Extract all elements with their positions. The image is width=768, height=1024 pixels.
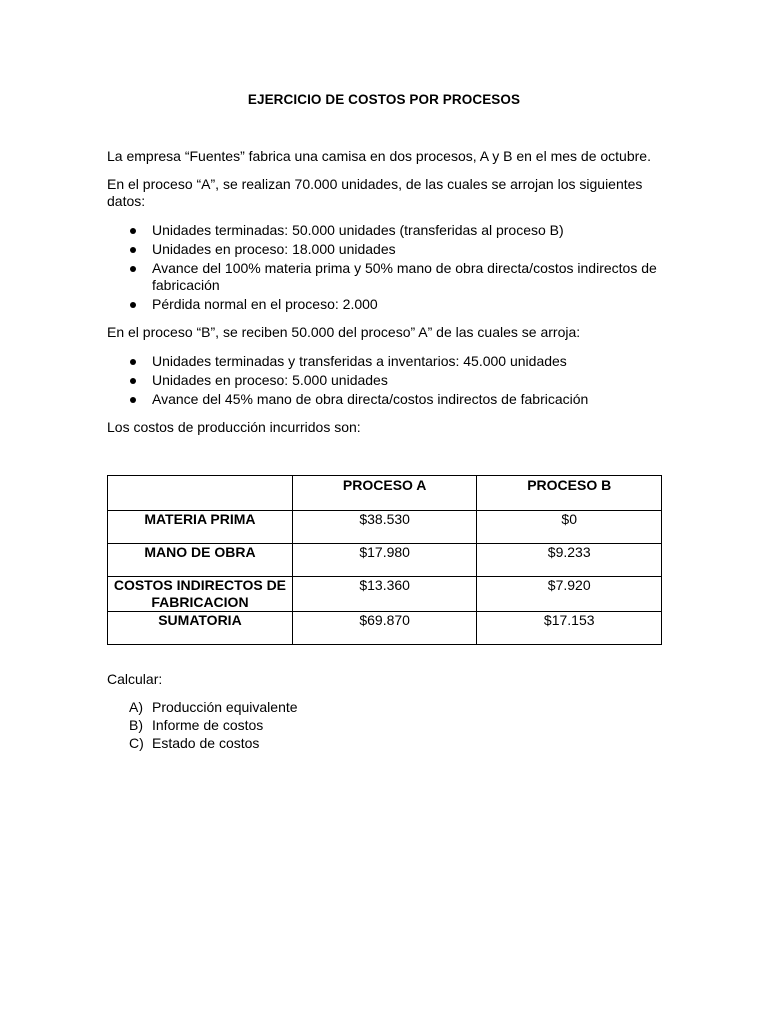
table-header-proceso-b: PROCESO B	[477, 476, 662, 511]
proceso-a-intro	[107, 176, 667, 210]
proceso-a-intro-line1: En el proceso “A”, se realizan 70.000 unidades, de las cuales se arrojan los siguientes	[107, 176, 643, 192]
list-item: C) Estado de costos	[129, 735, 260, 751]
cell-proceso-a: $13.360	[292, 577, 477, 612]
list-marker: B)	[129, 717, 143, 733]
cell-proceso-a: $69.870	[292, 612, 477, 645]
bullet-icon	[130, 302, 136, 308]
list-item: Unidades terminadas: 50.000 unidades (transferidas al proceso B)	[107, 222, 667, 239]
table-row	[108, 577, 662, 612]
bullet-icon	[130, 359, 136, 365]
list-item: Unidades en proceso: 18.000 unidades	[107, 241, 667, 258]
row-label	[108, 577, 293, 612]
list-item: Pérdida normal en el proceso: 2.000	[107, 296, 667, 313]
list-marker: C)	[129, 735, 144, 751]
intro-paragraph: La empresa “Fuentes” fabrica una camisa en dos procesos, A y B en el mes de octubre.	[107, 148, 651, 164]
row-label: MATERIA PRIMA	[108, 511, 293, 544]
list-item: Unidades en proceso: 5.000 unidades	[107, 372, 667, 389]
cell-proceso-b: $0	[477, 511, 662, 544]
list-item: A) Producción equivalente	[129, 699, 298, 715]
calcular-list	[107, 699, 667, 753]
table-header-empty	[108, 476, 293, 511]
bullet-icon	[130, 266, 136, 272]
list-item: Avance del 45% mano de obra directa/costos indirectos de fabricación	[107, 391, 667, 408]
bullet-icon	[130, 247, 136, 253]
proceso-b-list	[107, 353, 667, 410]
table-row	[108, 544, 662, 577]
cell-proceso-b: $17.153	[477, 612, 662, 645]
costs-table	[107, 475, 662, 645]
costs-intro: Los costos de producción incurridos son:	[107, 419, 361, 435]
bullet-icon	[130, 378, 136, 384]
list-item-continuation: fabricación	[152, 277, 220, 293]
row-label: SUMATORIA	[108, 612, 293, 645]
bullet-icon	[130, 228, 136, 234]
cell-proceso-a: $38.530	[292, 511, 477, 544]
calcular-label: Calcular:	[107, 671, 163, 687]
cell-proceso-b: $7.920	[477, 577, 662, 612]
proceso-a-intro-line2: datos:	[107, 193, 146, 209]
row-label-line2: FABRICACION	[151, 594, 249, 610]
document-title: EJERCICIO DE COSTOS POR PROCESOS	[247, 92, 521, 107]
row-label-line1: COSTOS INDIRECTOS DE	[113, 577, 287, 593]
row-label: MANO DE OBRA	[108, 544, 293, 577]
table-row	[108, 511, 662, 544]
table-row-total	[108, 612, 662, 645]
list-item: Unidades terminadas y transferidas a inventarios: 45.000 unidades	[107, 353, 667, 370]
proceso-a-list	[107, 222, 667, 315]
list-marker: A)	[129, 699, 143, 715]
table-header-proceso-a: PROCESO A	[292, 476, 477, 511]
cell-proceso-b: $9.233	[477, 544, 662, 577]
cell-proceso-a: $17.980	[292, 544, 477, 577]
bullet-icon	[130, 397, 136, 403]
list-item: B) Informe de costos	[129, 717, 264, 733]
list-item: Avance del 100% materia prima y 50% mano de obra directa/costos indirectos de	[107, 260, 667, 277]
proceso-b-intro: En el proceso “B”, se reciben 50.000 del proceso” A” de las cuales se arroja:	[107, 324, 581, 340]
table-header-row	[108, 476, 662, 511]
